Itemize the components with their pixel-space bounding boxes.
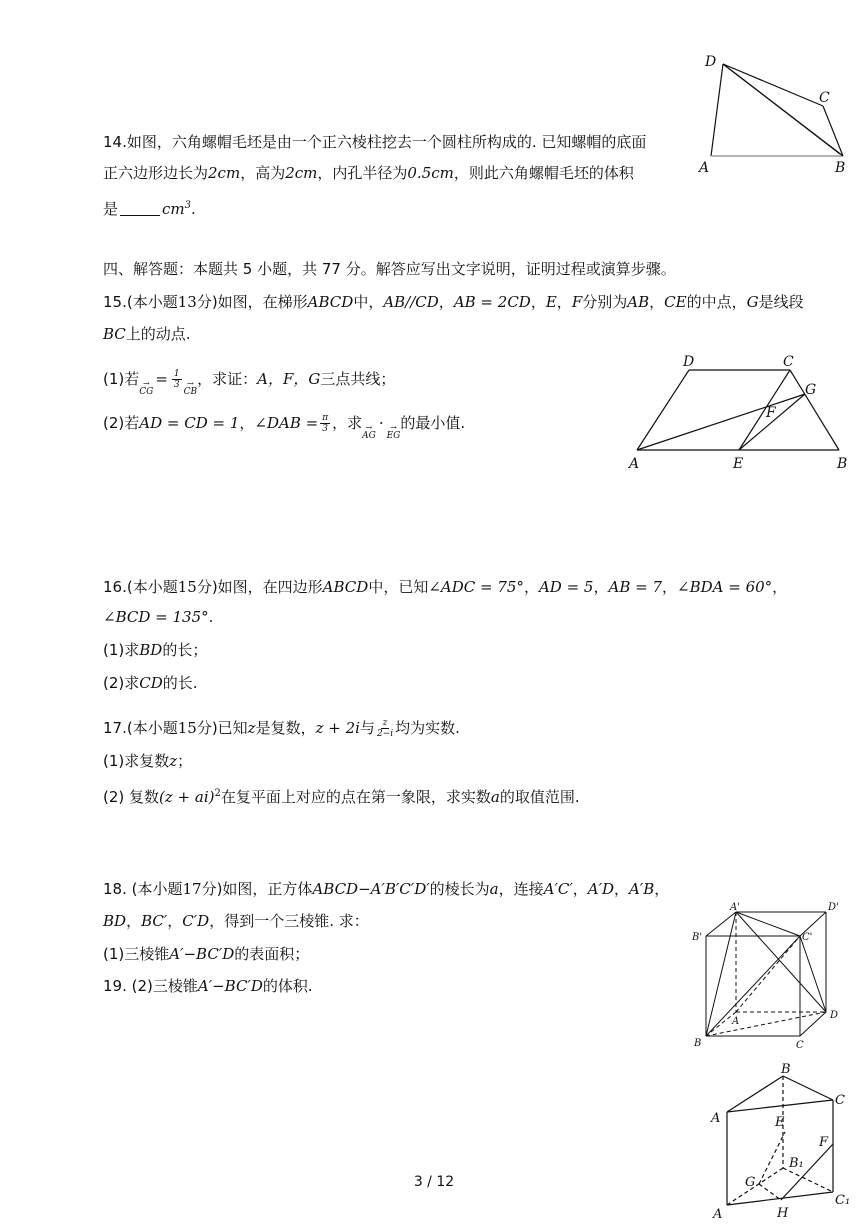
label-e: E (775, 1115, 785, 1130)
label-b1: B₁ (789, 1156, 804, 1171)
edge-c1d (800, 936, 826, 1012)
q15-part-1: (1)若 → CG = $\frac{1}{3}$ → CB ，求证：A，F，G三点共线； (103, 369, 396, 397)
edge-a1d (736, 912, 826, 1012)
label-g: G (745, 1175, 756, 1190)
label-e: E (733, 456, 744, 472)
figure-quadrilateral (695, 50, 855, 180)
q17-part-2: (2) 复数(z + ai)$^2$在复平面上对应的点在第一象限，求实数a的取值范围. (103, 788, 580, 806)
q14-line-3: 是 $cm^3$. (103, 200, 196, 218)
edge-cd (723, 64, 823, 106)
q16-part-2: (2)求CD的长. (103, 674, 198, 692)
edge-bd (706, 1012, 826, 1036)
diagonal-db-2 (723, 64, 840, 154)
segment-eg (739, 394, 805, 450)
segment-ce (739, 370, 790, 450)
q18-part-2: 19. (2)三棱锥A′−BC′D的体积. (103, 977, 313, 995)
label-d1: D' (828, 902, 839, 913)
label-c: C (835, 1093, 845, 1108)
label-c: C (796, 1040, 804, 1050)
figure-trapezoid (625, 350, 857, 478)
q16-part-1: (1)求BD的长； (103, 641, 208, 659)
q15-line-2: BC上的动点. (103, 325, 191, 343)
label-b: B (835, 160, 846, 176)
edge-a1c1 (727, 1192, 833, 1205)
label-b1: B' (692, 932, 703, 943)
q15-line-1: 15.(本小题13分)如图，在梯形ABCD中，AB//CD，AB = 2CD，E，F分别为AB，CE的中点，G是线段 (103, 293, 804, 311)
label-g: G (805, 382, 817, 398)
label-d: D (683, 354, 695, 370)
label-f: F (819, 1135, 829, 1150)
label-a1: A (713, 1207, 723, 1220)
edge-da (637, 370, 689, 450)
label-a: A (732, 1016, 740, 1027)
q17-part-1: (1)求复数z； (103, 752, 193, 770)
q18-line-1: 18. (本小题17分)如图，正方体ABCD−A′B′C′D′的棱长为a，连接A′C′，A′D，A′B， (103, 880, 670, 898)
label-c: C (783, 354, 794, 370)
label-b: B (694, 1038, 702, 1049)
q16-line-2: ∠BCD = 135°. (103, 608, 214, 626)
q15-part-2: (2)若AD = CD = 1，∠DAB = $\frac{\pi}{3}$ ，求 → AG · → EG 的最小值. (103, 413, 466, 441)
label-f: F (766, 405, 776, 421)
figure-cube (690, 900, 855, 1050)
label-c1: C₁ (835, 1193, 851, 1208)
segment-ag (637, 394, 805, 450)
q17-line-1: 17.(本小题15分)已知z是复数，z + 2i与 $\frac{z}{2-i}$ 均为实数. (103, 718, 460, 739)
label-a: A (629, 456, 640, 472)
label-h: H (777, 1206, 789, 1220)
label-c1: C' (802, 932, 813, 943)
segment-hf (781, 1144, 833, 1200)
figure-prism (705, 1060, 860, 1220)
q16-line-1: 16.(本小题15分)如图，在四边形ABCD中，已知∠ADC = 75°，AD = 5，AB = 7，∠BDA = 60°， (103, 578, 788, 596)
label-d: D (830, 1010, 839, 1021)
q14-line-1: 14.如图，六角螺帽毛坯是由一个正六棱柱挖去一个圆柱所构成的. 已知螺帽的底面 (103, 133, 647, 151)
label-c: C (819, 90, 830, 106)
q14-line-2: 正六边形边长为2cm，高为2cm，内孔半径为0.5cm，则此六角螺帽毛坯的体积 (103, 164, 634, 182)
page-number: 3 / 12 (413, 1174, 455, 1190)
label-a: A (699, 160, 710, 176)
edge-cd (800, 1012, 826, 1036)
label-a1: A' (730, 902, 740, 913)
edge-bc1 (706, 936, 800, 1036)
label-b: B (781, 1062, 791, 1077)
edge-a1c1 (736, 912, 800, 936)
edge-da (711, 64, 723, 156)
q18-part-1: (1)三棱锥A′−BC′D的表面积； (103, 945, 310, 963)
label-d: D (705, 54, 717, 70)
answer-blank (120, 201, 160, 216)
section-4-heading: 四、解答题：本题共 5 小题，共 77 分。解答应写出文字说明，证明过程或演算步骤。 (103, 260, 676, 278)
edge-bc (783, 1076, 833, 1100)
label-a: A (711, 1111, 721, 1126)
q18-line-2: BD，BC′，C′D，得到一个三棱锥. 求： (103, 912, 369, 930)
label-b: B (837, 456, 848, 472)
